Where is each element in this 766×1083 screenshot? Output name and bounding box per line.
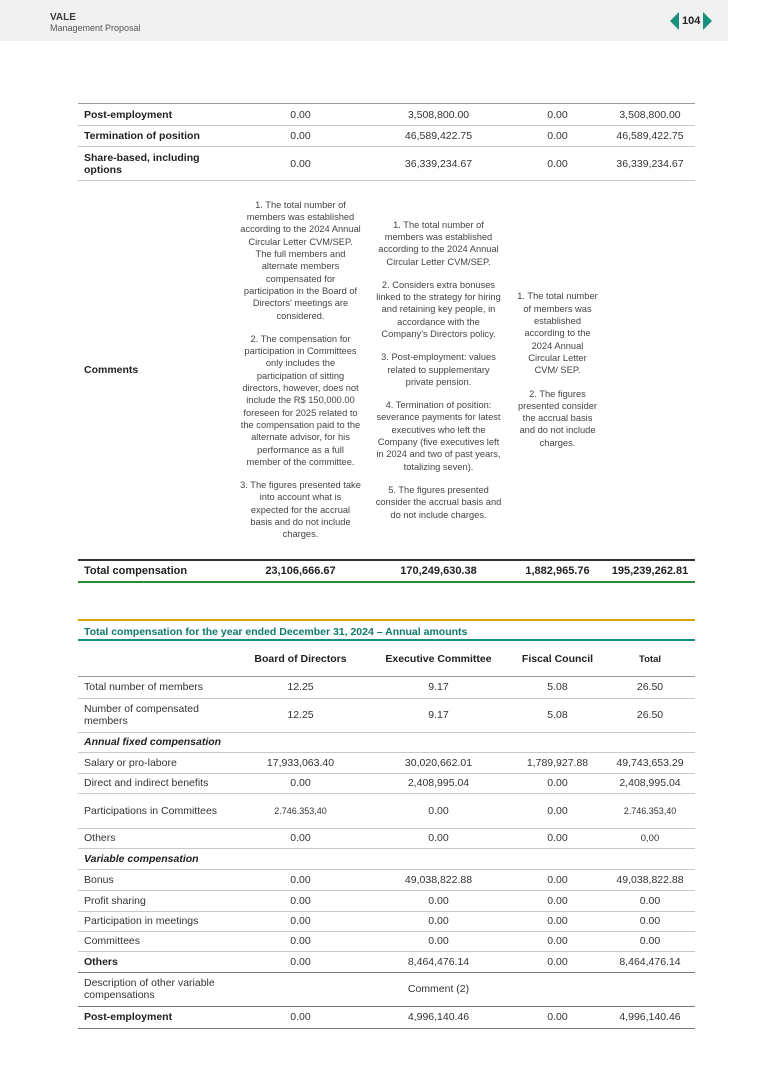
empty-cell	[605, 972, 695, 1006]
exec-total: 170,249,630.38	[367, 560, 510, 582]
page-navigator	[670, 11, 712, 31]
total-value: 49,038,822.88	[605, 869, 695, 890]
bod-value: 0.00	[234, 828, 367, 848]
row-label: Bonus	[78, 869, 234, 890]
bod-total: 23,106,666.67	[234, 560, 367, 582]
table-row	[78, 972, 695, 1006]
row-label: Participation in meetings	[78, 911, 234, 931]
table-row	[78, 676, 695, 698]
previous-page-arrow-icon[interactable]	[670, 12, 679, 30]
row-label: Description of other variable compensations	[78, 972, 234, 1006]
empty-cell	[234, 972, 367, 1006]
bod-value: 0.00	[234, 147, 367, 181]
page-number: 104	[682, 15, 701, 27]
fiscal-value: 0.00	[510, 793, 605, 828]
exec-value: 0.00	[367, 793, 510, 828]
bod-value: 0.00	[234, 931, 367, 951]
bod-value: 2.746.353,40	[234, 793, 367, 828]
empty-cell	[510, 972, 605, 1006]
table-row	[78, 126, 695, 147]
row-label: Participations in Committees	[78, 793, 234, 828]
bod-value: 12.25	[234, 698, 367, 732]
fiscal-value: 0.00	[510, 126, 605, 147]
comment-paragraph: 1. The total number of members was established according to the 2024 Annual Circular Letter CVM/SEP. The full members and alternate members compensated for participation in the Board of Directors' meetings are considered.	[240, 199, 361, 321]
exec-value: 49,038,822.88	[367, 869, 510, 890]
next-page-arrow-icon[interactable]	[703, 12, 712, 30]
comment-paragraph: 3. Post-employment: values related to supplementary private pension.	[381, 352, 496, 387]
comment-paragraph: 3. The figures presented take into account what is expected for the accrual basis and do not include charges.	[240, 480, 361, 540]
exec-value: 0.00	[367, 828, 510, 848]
comment-paragraph: 1. The total number of members was established according to the 2024 Annual Circular Letter CVM/SEP.	[378, 219, 499, 267]
comment-paragraph: 2. Considers extra bonuses linked to the strategy for hiring and retaining key people, in accordance with the Company's Directors policy.	[376, 279, 501, 339]
comment-paragraph: 1. The total number of members was established according to the 2024 Annual Circular Letter CVM/ SEP.	[517, 291, 598, 376]
fiscal-total: 1,882,965.76	[510, 560, 605, 582]
total-value: 0.00	[605, 890, 695, 911]
exec-value: 36,339,234.67	[367, 147, 510, 181]
exec-value: 46,589,422.75	[367, 126, 510, 147]
row-label: Termination of position	[78, 126, 234, 147]
bod-value: 0.00	[234, 126, 367, 147]
header-empty	[78, 643, 234, 676]
fiscal-value: 0.00	[510, 869, 605, 890]
exec-value: 0.00	[367, 911, 510, 931]
bod-value: 0.00	[234, 951, 367, 972]
bod-value: 0.00	[234, 890, 367, 911]
total-value: 3,508,800.00	[605, 104, 695, 126]
total-value: 46,589,422.75	[605, 126, 695, 147]
row-label: Number of compensated members	[78, 698, 234, 732]
row-label: Post-employment	[78, 1006, 234, 1028]
document-title: Management Proposal	[50, 23, 141, 33]
total-value: 49,743,653.29	[605, 752, 695, 773]
table-row	[78, 931, 695, 951]
table-row	[78, 911, 695, 931]
table-row	[78, 951, 695, 972]
exec-value: 4,996,140.46	[367, 1006, 510, 1028]
fiscal-value: 1,789,927.88	[510, 752, 605, 773]
exec-value: 2,408,995.04	[367, 773, 510, 793]
section-row	[78, 732, 695, 752]
exec-value: 9.17	[367, 676, 510, 698]
fiscal-value: 0.00	[510, 931, 605, 951]
section-title-variable: Variable compensation	[78, 848, 695, 869]
total-comments-empty	[605, 181, 695, 560]
comment-paragraph: 2. The compensation for participation in Committees only includes the participation of sitting directors, however, does not include the R$ 150,000.00 foreseen for 2025 related to the compensation paid to the alternate advisor, for his performance as a full member of the committee.	[240, 333, 361, 467]
header-executive-committee: Executive Committee	[367, 643, 510, 676]
header-board-of-directors: Board of Directors	[234, 643, 367, 676]
row-label: Profit sharing	[78, 890, 234, 911]
row-label: Committees	[78, 931, 234, 951]
total-label: Total compensation	[78, 560, 234, 582]
table-row	[78, 828, 695, 848]
exec-value: 8,464,476.14	[367, 951, 510, 972]
fiscal-value: 0.00	[510, 773, 605, 793]
table-row	[78, 147, 695, 181]
bod-value: 0.00	[234, 911, 367, 931]
row-label: Post-employment	[78, 104, 234, 126]
table-row	[78, 869, 695, 890]
comments-label: Comments	[78, 181, 234, 560]
total-value: 26.50	[605, 698, 695, 732]
row-label: Total number of members	[78, 676, 234, 698]
comment-paragraph: 5. The figures presented consider the accrual basis and do not include charges.	[375, 484, 502, 520]
comment-paragraph: 2. The figures presented consider the accrual basis and do not include charges.	[517, 388, 598, 448]
comment-paragraph: 4. Termination of position: severance payments for latest executives who left the Company (five executives left in 2024 and two of past years, totalizing seven).	[376, 400, 501, 472]
fiscal-value: 0.00	[510, 828, 605, 848]
row-label: Salary or pro-labore	[78, 752, 234, 773]
section-title-fixed: Annual fixed compensation	[78, 732, 695, 752]
fiscal-value: 0.00	[510, 911, 605, 931]
bod-comments	[234, 181, 367, 560]
fiscal-value: 0.00	[510, 890, 605, 911]
bod-value: 0.00	[234, 869, 367, 890]
table-row	[78, 1006, 695, 1028]
table-row	[78, 698, 695, 732]
header-total: Total	[605, 643, 695, 676]
bod-value: 0.00	[234, 773, 367, 793]
section-row	[78, 848, 695, 869]
total-value: 0.00	[605, 931, 695, 951]
fiscal-comments	[510, 181, 605, 560]
exec-value: 3,508,800.00	[367, 104, 510, 126]
fiscal-value: 0.00	[510, 104, 605, 126]
description-value: Comment (2)	[367, 972, 510, 1006]
total-value: 4,996,140.46	[605, 1006, 695, 1028]
header-row	[78, 643, 695, 676]
fiscal-value: 0.00	[510, 951, 605, 972]
table-row	[78, 752, 695, 773]
table-row	[78, 104, 695, 126]
header-fiscal-council: Fiscal Council	[510, 643, 605, 676]
grand-total: 195,239,262.81	[605, 560, 695, 582]
row-label: Direct and indirect benefits	[78, 773, 234, 793]
fiscal-value: 5.08	[510, 676, 605, 698]
table-row	[78, 793, 695, 828]
total-row	[78, 560, 695, 582]
compensation-table-continued	[78, 103, 695, 583]
fiscal-value: 0.00	[510, 1006, 605, 1028]
table-row	[78, 890, 695, 911]
total-value: 0,00	[605, 828, 695, 848]
bod-value: 0.00	[234, 104, 367, 126]
row-label: Share-based, including options	[78, 147, 234, 181]
comments-row	[78, 181, 695, 560]
fiscal-value: 0.00	[510, 147, 605, 181]
total-value: 0.00	[605, 911, 695, 931]
total-value: 8,464,476.14	[605, 951, 695, 972]
exec-value: 30,020,662.01	[367, 752, 510, 773]
bod-value: 0.00	[234, 1006, 367, 1028]
total-value: 2,408,995.04	[605, 773, 695, 793]
page-header	[0, 0, 728, 41]
row-label: Others	[78, 951, 234, 972]
table-title: Total compensation for the year ended December 31, 2024 – Annual amounts	[78, 619, 695, 641]
exec-value: 9.17	[367, 698, 510, 732]
table-row	[78, 773, 695, 793]
company-name: VALE	[50, 12, 76, 23]
total-value: 26.50	[605, 676, 695, 698]
fiscal-value: 5.08	[510, 698, 605, 732]
bod-value: 12.25	[234, 676, 367, 698]
row-label: Others	[78, 828, 234, 848]
compensation-table-2024	[78, 643, 695, 1029]
exec-comments	[367, 181, 510, 560]
total-value: 36,339,234.67	[605, 147, 695, 181]
total-value: 2.746.353,40	[605, 793, 695, 828]
bod-value: 17,933,063.40	[234, 752, 367, 773]
exec-value: 0.00	[367, 931, 510, 951]
exec-value: 0.00	[367, 890, 510, 911]
